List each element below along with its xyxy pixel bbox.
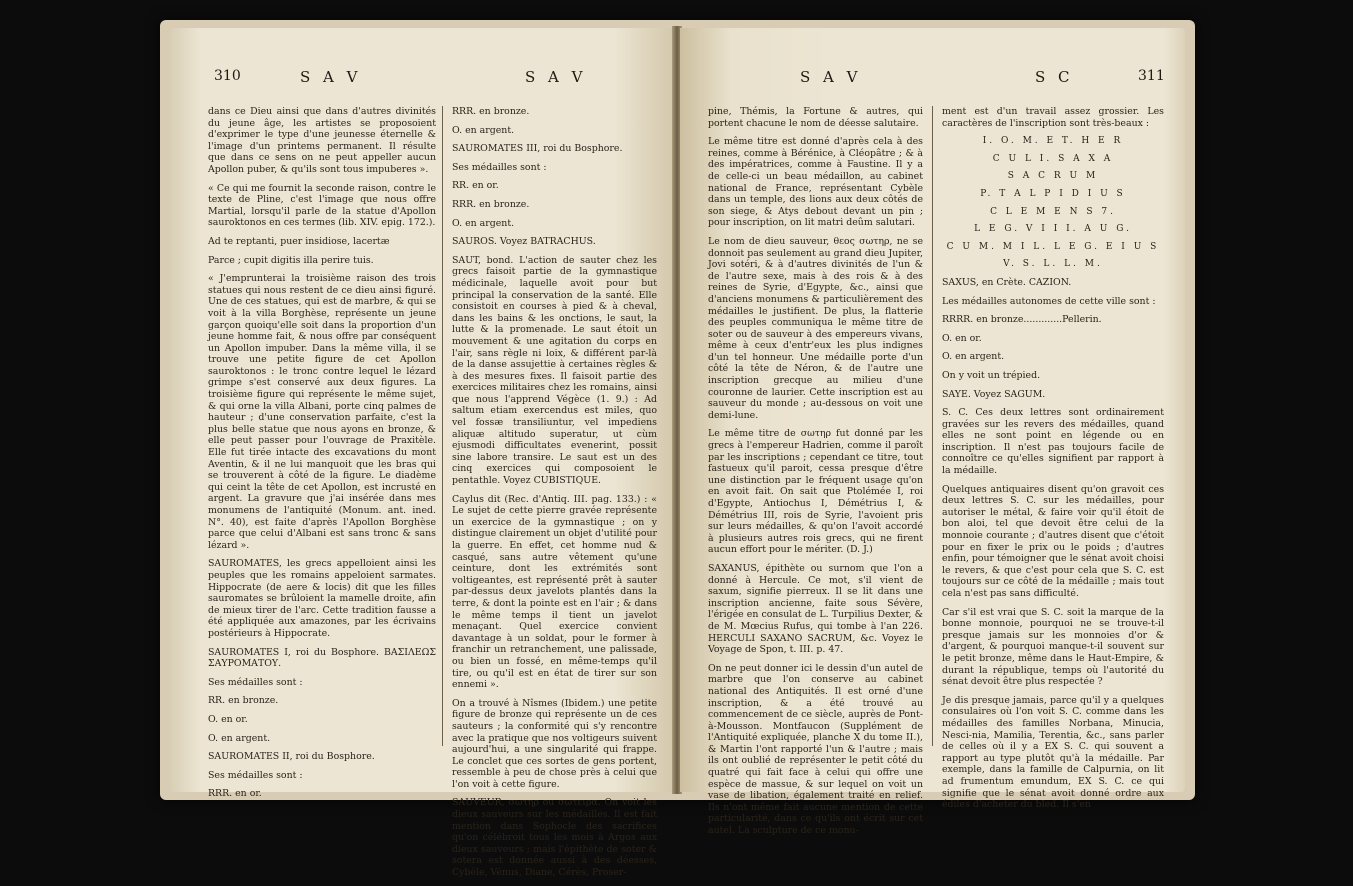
inscription-line: L E G. V I I I. A U G. bbox=[974, 224, 1132, 235]
paragraph: Ses médailles sont : bbox=[452, 161, 547, 173]
paragraph: SAUVEUR, σωτηρ ou σωτειρα. On voit les dieux sauveurs sur les médailles. Il est fait mention dans Sophocle des sacrifices qu'on célébroit tous les mois à Argos aux dieux sauveurs ; mais l'épithète de soter & sotera est donnée aussi à des déesses, Cybèle, Vénus, Diane, Cérès, Proser- bbox=[452, 797, 657, 879]
text-column bbox=[452, 106, 657, 886]
paragraph: SAYE. Voyez SAGUM. bbox=[942, 388, 1046, 400]
running-head: S C bbox=[1035, 68, 1074, 86]
running-head: S A V bbox=[800, 68, 862, 86]
paragraph: RR. en or. bbox=[452, 180, 499, 192]
paragraph: O. en argent. bbox=[942, 351, 1005, 363]
paragraph: RR. en bronze. bbox=[208, 695, 279, 707]
paragraph: O. en argent. bbox=[452, 124, 515, 136]
paragraph: « J'emprunterai la troisième raison des trois statues qui nous restent de ce dieu ainsi figuré. Une de ces statues, qui est de marbre, & qui se voit à la villa Borghèse, représente un jeune garçon quoiqu'elle soit dans la proportion d'un jeune homme fait, & nous offre par conséquent un Apollon impuber. Dans la même villa, il se trouve une petite figure de cet Apollon sauroktonos : le tronc contre lequel le lézard grimpe s'est conservé aux deux figures. La troisième figure qui représente le même sujet, & qui orne la villa Albani, porte cinq palmes de hauteur ; d'une conservation parfaite, c'est la plus belle statue que nous ayons en bronze, & elle peut passer pour l'ouvrage de Praxitèle. Elle fut tirée intacte des excavations du mont Aventin, & il ne lui manquoit que les bras qui se trouverent à côté de la figure. Le diadème qui ceint la tête de cet Apollon, est incrusté en argent. La gravure que j'ai insérée dans mes monumens de l'antiquité (Monum. ant. ined. N°. 40), est faite d'après l'Apollon Borghèse parce que celui d'Albani est sans tronc & sans lézard ». bbox=[208, 273, 436, 551]
inscription bbox=[942, 136, 1164, 271]
paragraph: Car s'il est vrai que S. C. soit la marque de la bonne monnoie, pourquoi ne se trouve-t-il presque jamais sur les monnoies d'or & d'argent, & pourquoi manque-t-il souvent sur le petit bronze, même dans le Haut-Empire, & durant la république, temps où l'autorité du sénat devoit être plus respectée ? bbox=[942, 606, 1164, 688]
paragraph: Parce ; cupit digitis illa perire tuis. bbox=[208, 254, 374, 266]
running-head: S A V bbox=[300, 68, 362, 86]
inscription-line: C U M. M I L. L E G. E I U S bbox=[946, 241, 1160, 252]
running-head: S A V bbox=[525, 68, 587, 86]
paragraph: Ad te reptanti, puer insidiose, lacertæ bbox=[208, 235, 390, 247]
paragraph: Les médailles autonomes de cette ville sont : bbox=[942, 295, 1156, 307]
paragraph: On ne peut donner ici le dessin d'un autel de marbre que l'on conserve au cabinet national des Antiquités. Il est orné d'une inscription, & a été trouvé au commencement de ce siècle, auprès de Pont-à-Mousson. Montfaucon (Supplément de l'Antiquité expliquée, planche X du tome II.), & Martin l'ont rapporté l'un & l'autre ; mais ils ont oublié de représenter le petit côté du quatré qui fait face à celui qui offre une espèce de massue, & sur lequel on voit un vase de libation, également traité en relief. Ils n'ont même fait aucune mention de cette particularité, dans ce qu'ils ont écrit sur cet autel. La sculpture de ce monu- bbox=[708, 662, 923, 837]
paragraph: pine, Thémis, la Fortune & autres, qui portent chacune le nom de déesse salutaire. bbox=[708, 106, 923, 129]
paragraph: On a trouvé à Nîsmes (Ibidem.) une petite figure de bronze qui représente un de ces sauteurs ; la conformité qui s'y rencontre avec la pratique que nos voltigeurs suivent aujourd'hui, a une singularité qui frappe. Le conclet que ces sortes de gens portent, ressemble à peu de chose près à celui que l'on voit à cette figure. bbox=[452, 697, 657, 790]
paragraph: SAUROS. Voyez BATRACHUS. bbox=[452, 236, 596, 248]
page-number: 310 bbox=[214, 68, 241, 84]
paragraph: Je dis presque jamais, parce qu'il y a quelques consulaires où l'on voit S. C. comme dans les médailles des familles Norbana, Minucia, Nesci-nia, Mamilia, Terentia, &c., sans parler de celles où il y a EX S. C. qui souvent a rapport au type plutôt qu'à la médaille. Par exemple, dans la famille de Calpurnia, on lit ad frumentum emundum, EX S. C. ce qui signifie que le sénat avoit donné ordre aux édiles d'acheter du bled. Il s'en bbox=[942, 694, 1164, 811]
paragraph: Quelques antiquaires disent qu'on gravoit ces deux lettres S. C. sur les médailles, pour autoriser le métal, & faire voir qu'il étoit de bon aloi, tel que devoit être celui de la monnoie courante ; d'autres disent que c'étoit pour en fixer le prix ou le poids ; d'autres enfin, pour témoigner que le sénat avoit choisi le revers, & que c'est pour cela que S. C. est toujours sur ce côté de la médaille ; mais tout cela n'est pas sans difficulté. bbox=[942, 483, 1164, 599]
paragraph: RRR. en or. bbox=[208, 788, 262, 800]
inscription-line: C U L I. S A X A bbox=[992, 153, 1114, 164]
text-column bbox=[208, 106, 436, 807]
paragraph: Le même titre de σωτηρ fut donné par les grecs à l'empereur Hadrien, comme il paroît par les inscriptions ; cependant ce titre, tout fastueux qu'il paroit, cessa presque d'être une distinction par le fréquent usage qu'on en avoit fait. On sait que Ptolémée I, roi d'Egypte, Antiochus I, Démétrius I, & Démétrius III, rois de Syrie, l'avoient pris sur leurs médailles, & qu'on l'avoit accordé à plusieurs autres rois grecs, qui ne firent aucun effort pour le mériter. (D. J.) bbox=[708, 428, 923, 556]
right-page bbox=[680, 28, 1185, 837]
inscription-line: V. S. L. L. M. bbox=[1003, 259, 1103, 270]
open-book bbox=[160, 20, 1195, 879]
paragraph: S. C. Ces deux lettres sont ordinairement gravées sur les revers des médailles, quand elles ne sont point en légende ou en inscription. Il n'est pas toujours facile de connoître ce qu'elles signifient par rapport à la médaille. bbox=[942, 407, 1164, 477]
left-page bbox=[170, 28, 675, 879]
paragraph: Le nom de dieu sauveur, θεος σωτηρ, ne se donnoit pas seulement au grand dieu Jupiter, Jovi sotéri, & à d'autres divinités de l'un & de l'autre sexe, mais à des rois & à des reines de Syrie, d'Egypte, &c., ainsi que d'anciens monumens & particulièrement des médailles le justifient. De plus, la flatterie des peuples communiqua le même titre de soter ou de sauveur à des empereurs vivans, même à ceux d'entr'eux les plus indignes d'un tel honneur. Une médaille porte d'un côté la tête de Néron, & de l'autre une inscription grecque au milieu d'une couronne de laurier. Cette inscription est au sauveur du monde ; au-dessous on voit une demi-lune. bbox=[708, 235, 923, 421]
paragraph: SAUROMATES I, roi du Bosphore. ΒΑΣΙΛΕΩΣ ΣΑΥΡΟΜΑΤΟΥ. bbox=[208, 646, 436, 670]
inscription-line: P. T A L P I D I U S bbox=[980, 188, 1126, 199]
paragraph: Ses médailles sont : bbox=[208, 769, 303, 781]
paragraph: dans ce Dieu ainsi que dans d'autres divinités du jeune âge, les artistes se proposoient d'exprimer le type d'une jeunesse éternelle & l'image d'un printems permanent. Il résulte que dans ce sens on ne peut appeller aucun Apollon puber, & qu'ils sont tous impuberes ». bbox=[208, 106, 436, 175]
column-rule bbox=[442, 106, 443, 746]
paragraph: RRR. en bronze. bbox=[452, 198, 530, 210]
text-column bbox=[708, 106, 923, 844]
paragraph: SAXUS, en Crète. CAZION. bbox=[942, 276, 1072, 288]
paragraph: SAUROMATES II, roi du Bosphore. bbox=[208, 751, 375, 763]
paragraph: O. en argent. bbox=[208, 732, 271, 744]
paragraph: RRR. en bronze. bbox=[452, 106, 530, 117]
inscription-line: S A C R U M bbox=[1007, 171, 1099, 182]
paragraph: Ses médailles sont : bbox=[208, 676, 303, 688]
paragraph: Le même titre est donné d'après cela à des reines, comme à Bérénice, à Cléopâtre ; & à des impératrices, comme à Faustine. Il y a de celle-ci un beau médaillon, au cabinet national de France, représentant Cybèle dans un temple, des lions aux deux côtés de son siege, & Atys debout devant un pin ; pour inscription, on lit matri deûm salutari. bbox=[708, 136, 923, 229]
paragraph: On y voit un trépied. bbox=[942, 369, 1041, 381]
paragraph: O. en or. bbox=[208, 713, 248, 725]
paragraph: O. en argent. bbox=[452, 217, 515, 229]
page-number: 311 bbox=[1138, 68, 1165, 84]
paragraph: RRRR. en bronze.............Pellerin. bbox=[942, 314, 1102, 326]
paragraph: « Ce qui me fournit la seconde raison, contre le texte de Pline, c'est l'image que nous offre Martial, lorsqu'il parle de la statue d'Apollon sauroktonos en ces termes (lib. XIV. epig. 172.). bbox=[208, 182, 436, 229]
paragraph: SAXANUS, épithète ou surnom que l'on a donné à Hercule. Ce mot, s'il vient de saxum, signifie pierreux. Il se lit dans une inscription ancienne, faite sous Sévère, l'érigée en consulat de L. Turpilius Dexter, & de M. Mœcius Rufus, qui tombe à l'an 226. HERCULI SAXANO SACRUM, &c. Voyez le Voyage de Spon, t. III. p. 47. bbox=[708, 562, 923, 656]
paragraph: O. en or. bbox=[942, 332, 982, 344]
inscription-line: C L E M E N S 7. bbox=[990, 206, 1116, 217]
paragraph: Caylus dit (Rec. d'Antiq. III. pag. 133.) : « Le sujet de cette pierre gravée représente un exercice de la gymnastique ; on y distingue clairement un objet d'utilité pour la guerre. En effet, cet homme nud & casqué, sans autre vêtement qu'une ceinture, dont les extrémités sont voltigeantes, est représenté prêt à sauter par-dessus deux javelots plantés dans la terre, & dont la pointe est en l'air ; & dans le même temps il tient un javelot menaçant. Quel exercice convient davantage à un soldat, pour le former à franchir un retranchement, une palissade, ou bien un fossé, en même-temps qu'il tire, ou qu'il est en état de tirer sur son ennemi ». bbox=[452, 493, 658, 691]
inscription-line: I. O. M. E T. H E R bbox=[982, 136, 1124, 147]
paragraph: SAUROMATES, les grecs appelloient ainsi les peuples que les romains appeloient sarmates. Hippocrate (de aere & locis) dit que les filles sauromates se brûloient la mamelle droite, afin de mieux tirer de l'arc. Cette tradition fausse a été appliquée aux amazones, par les écrivains postérieurs à Hippocrate. bbox=[208, 558, 436, 639]
paragraph: SAUT, bond. L'action de sauter chez les grecs faisoit partie de la gymnastique médicinale, laquelle avoit pour but principal la conservation de la santé. Elle consistoit en courses à pied & à cheval, dans les bains & les onctions, le saut, la lutte & la promenade. Le saut étoit un mouvement & une agitation du corps en l'air, sans règle ni loix, & différent par-là de la danse assujettie à certaines règles & à des mesures fixes. Il faisoit partie des exercices militaires chez les romains, ainsi que nous l'apprend Végèce (1. 9.) : Ad saltum etiam exercendus est miles, quo vel fossæ transiliuntur, vel impediens aliquæ altitudo superatur, ut cùm ejusmodi difficultates evenerint, possit sine labore transire. Le saut est un des cinq exercices qui composoient le pentathle. Voyez CUBISTIQUE. bbox=[452, 254, 657, 487]
paragraph: ment est d'un travail assez grossier. Les caractères de l'inscription sont très-beaux : bbox=[942, 106, 1164, 129]
text-column bbox=[942, 106, 1164, 818]
paragraph: SAUROMATES III, roi du Bosphore. bbox=[452, 143, 623, 155]
column-rule bbox=[932, 106, 933, 746]
